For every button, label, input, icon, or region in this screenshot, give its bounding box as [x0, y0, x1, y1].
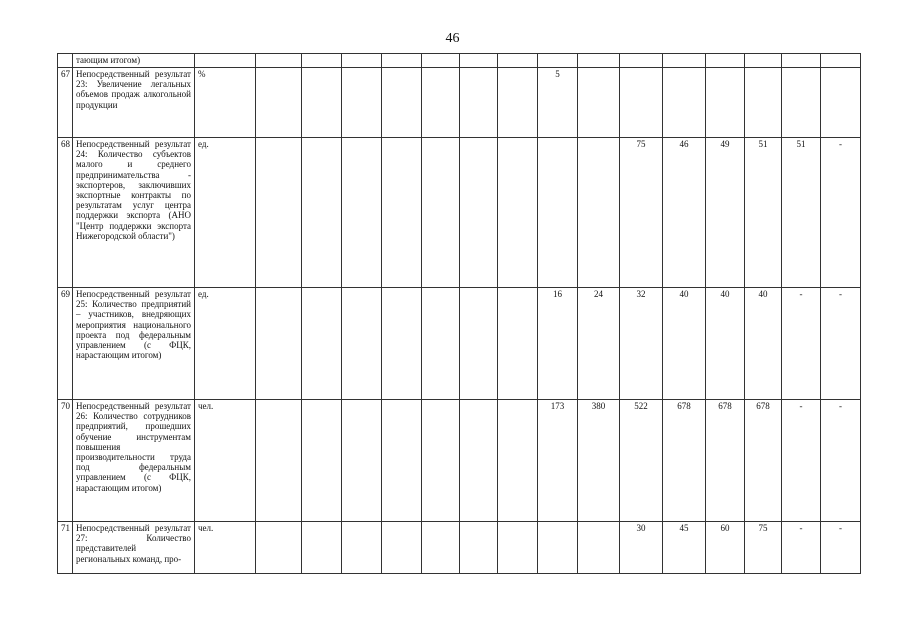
value-cell: 678 [706, 400, 745, 522]
cell-empty [58, 54, 73, 68]
value-cell [745, 68, 782, 138]
value-cell: 51 [745, 138, 782, 288]
value-cell [302, 400, 342, 522]
table-row [58, 68, 861, 138]
row-number: 71 [58, 522, 73, 574]
value-cell [422, 288, 460, 400]
value-cell [498, 288, 538, 400]
value-cell [460, 138, 498, 288]
value-cell: 678 [663, 400, 706, 522]
value-cell [302, 68, 342, 138]
value-cell: 75 [745, 522, 782, 574]
indicator-description: Непосредственный результат 23: Увеличение легальных объемов продаж алкогольной продукции [73, 68, 195, 138]
value-cell: 522 [620, 400, 663, 522]
value-cell [342, 522, 382, 574]
value-cell [256, 400, 302, 522]
table-row [58, 400, 861, 522]
value-cell: 24 [578, 288, 620, 400]
unit-cell: % [195, 68, 256, 138]
value-cell [663, 68, 706, 138]
value-cell [256, 522, 302, 574]
value-cell: 75 [620, 138, 663, 288]
value-cell [382, 400, 422, 522]
value-cell [422, 522, 460, 574]
value-cell [342, 68, 382, 138]
value-cell: - [782, 522, 821, 574]
value-cell [422, 400, 460, 522]
value-cell [256, 138, 302, 288]
value-cell [498, 68, 538, 138]
value-cell: - [782, 400, 821, 522]
value-cell: 60 [706, 522, 745, 574]
value-cell: 40 [706, 288, 745, 400]
value-cell [498, 400, 538, 522]
unit-cell: ед. [195, 288, 256, 400]
value-cell: 40 [663, 288, 706, 400]
value-cell [578, 522, 620, 574]
value-cell [578, 138, 620, 288]
row-number: 70 [58, 400, 73, 522]
value-cell [538, 138, 578, 288]
value-cell [706, 68, 745, 138]
value-cell [460, 522, 498, 574]
value-cell [782, 68, 821, 138]
value-cell [821, 68, 861, 138]
continuation-text: тающим итогом) [73, 54, 195, 68]
value-cell: 380 [578, 400, 620, 522]
value-cell [538, 522, 578, 574]
value-cell [422, 138, 460, 288]
value-cell: 40 [745, 288, 782, 400]
value-cell: - [821, 522, 861, 574]
value-cell [498, 522, 538, 574]
value-cell [460, 400, 498, 522]
value-cell [498, 138, 538, 288]
row-number: 69 [58, 288, 73, 400]
value-cell [302, 288, 342, 400]
value-cell: 32 [620, 288, 663, 400]
value-cell [382, 68, 422, 138]
value-cell: 49 [706, 138, 745, 288]
value-cell: 16 [538, 288, 578, 400]
value-cell: - [782, 288, 821, 400]
indicator-description: Непосредственный результат 24: Количество субъектов малого и среднего предпринимательства - экспортеров, заключивших экспортные контракты по результатам услуг центра поддержки экспорта (АНО "Центр поддержки экспорта Нижегородской области") [73, 138, 195, 288]
unit-cell: чел. [195, 522, 256, 574]
unit-cell: ед. [195, 138, 256, 288]
value-cell [302, 522, 342, 574]
unit-cell: чел. [195, 400, 256, 522]
value-cell: 30 [620, 522, 663, 574]
value-cell: 45 [663, 522, 706, 574]
indicator-description: Непосредственный результат 25: Количество предприятий – участников, внедряющих мероприятия национального проекта под федеральным управлением (с ФЦК, нарастающим итогом) [73, 288, 195, 400]
table-row [58, 288, 861, 400]
table-row [58, 522, 861, 574]
value-cell: - [821, 138, 861, 288]
value-cell: 5 [538, 68, 578, 138]
value-cell [578, 68, 620, 138]
value-cell [342, 400, 382, 522]
value-cell: 173 [538, 400, 578, 522]
value-cell: 678 [745, 400, 782, 522]
value-cell [382, 522, 422, 574]
value-cell [382, 138, 422, 288]
value-cell [460, 68, 498, 138]
value-cell: - [821, 288, 861, 400]
value-cell [342, 288, 382, 400]
value-cell [256, 68, 302, 138]
value-cell: 46 [663, 138, 706, 288]
row-number: 68 [58, 138, 73, 288]
row-number: 67 [58, 68, 73, 138]
value-cell [620, 68, 663, 138]
value-cell [342, 138, 382, 288]
value-cell: 51 [782, 138, 821, 288]
value-cell [382, 288, 422, 400]
page-number: 46 [445, 31, 460, 46]
continuation-row [58, 54, 861, 68]
indicator-description: Непосредственный результат 26: Количество сотрудников предприятий, прошедших обучение инструментам повышения производительности труда под федеральным управлением (с ФЦК, нарастающим итогом) [73, 400, 195, 522]
value-cell [422, 68, 460, 138]
value-cell [460, 288, 498, 400]
indicator-description: Непосредственный результат 27: Количество представителей региональных команд, про- [73, 522, 195, 574]
value-cell [256, 288, 302, 400]
table-row [58, 138, 861, 288]
value-cell: - [821, 400, 861, 522]
value-cell [302, 138, 342, 288]
indicators-table [57, 53, 861, 574]
